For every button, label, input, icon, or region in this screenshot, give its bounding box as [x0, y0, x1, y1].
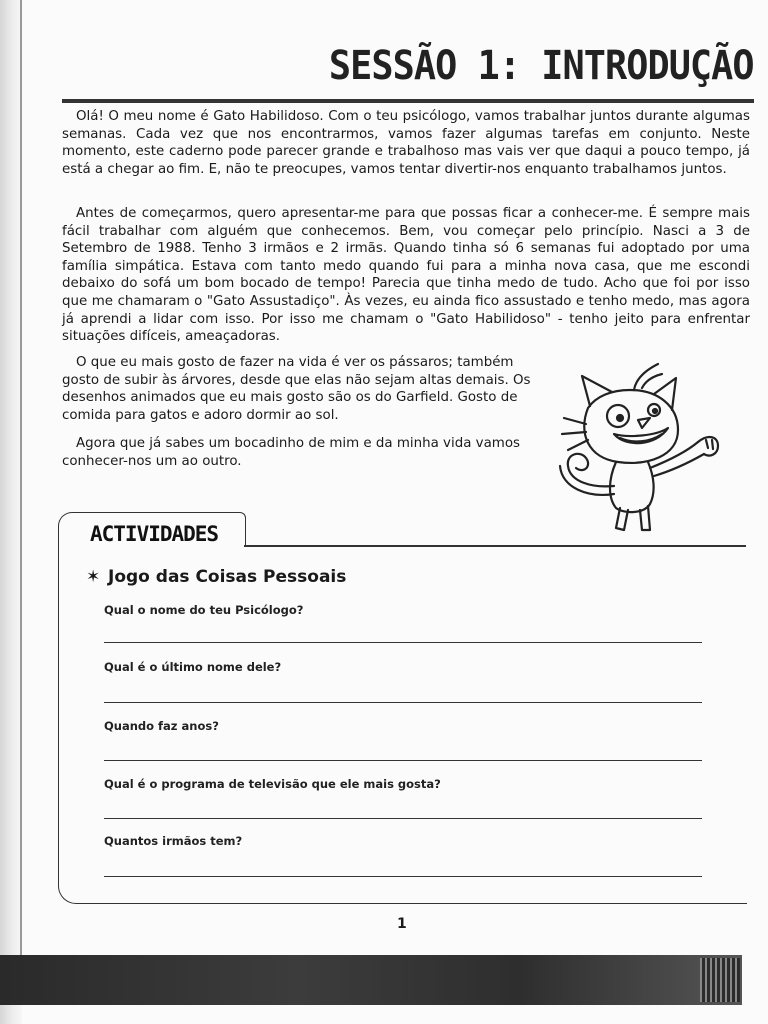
intro-paragraph-2: Antes de começarmos, quero apresentar-me para que possas ficar a conhecer-me. É sempre mais fácil trabalhar com alguém que conhecemos. Bem, vou começar pelo princípio. Nasci a 3 de Setembro de 1988. Tenho 3 irmãos e 2 irmãs. Quando tinha só 6 semanas fui adoptado por uma família simpática. Estava com tanto medo quando fui para a minha nova casa, que me escondi debaixo do sofá um bom bocado de tempo! Parecia que tinha medo de tudo. Acho que foi por isso que me chamaram o "Gato Assustadiço". Às vezes, eu ainda fico assustado e tenho medo, mas agora já aprendi a lidar com isso. Por isso me chamam o "Gato Habilidoso" - tenho jeito para enfrentar situações difíceis, ameaçadoras. [62, 206, 750, 345]
question-birthday: Quando faz anos? [104, 719, 219, 733]
cat-mascot-illustration [558, 358, 728, 538]
question-psychologist-name: Qual o nome do teu Psicólogo? [104, 603, 304, 617]
answer-line-5[interactable] [104, 876, 702, 877]
game-title [86, 567, 346, 587]
answer-line-3[interactable] [104, 760, 702, 761]
intro-paragraph-3: O que eu mais gosto de fazer na vida é ver os pássaros; também gosto de subir às árvores, desde que elas não sejam altas demais. Os desenhos animados que eu mais gosto são os do Garfield. Gosto de comida para gatos e adoro dormir ao sol. [62, 355, 531, 423]
intro-paragraph-1: Olá! O meu nome é Gato Habilidoso. Com o teu psicólogo, vamos trabalhar juntos durante algumas semanas. Cada vez que nos encontrarmos, vamos fazer algumas tarefas em conjunto. Neste momento, este caderno pode parecer grande e trabalhoso mas vais ver que daqui a pouco tempo, já está a chegar ao fim. E, não te preocupes, vamos tentar divertir-nos enquanto trabalhamos juntos. [62, 109, 750, 177]
answer-line-1[interactable] [104, 642, 702, 643]
session-title: SESSÃO 1: INTRODUÇÃO [329, 43, 754, 89]
question-last-name: Qual é o último nome dele? [104, 660, 282, 674]
scan-edge-stripes [700, 958, 740, 1002]
question-siblings: Quantos irmãos tem? [104, 834, 243, 848]
scan-bottom-band [0, 955, 742, 1005]
answer-line-4[interactable] [104, 818, 702, 819]
binding-line [20, 0, 22, 955]
activities-heading: ACTIVIDADES [90, 522, 219, 546]
question-tv-program: Qual é o programa de televisão que ele mais gosta? [104, 777, 441, 791]
intro-paragraph-4: Agora que já sabes um bocadinho de mim e da minha vida vamos conhecer-nos um ao outro. [62, 436, 520, 469]
game-title-label: Jogo das Coisas Pessoais [108, 567, 347, 587]
binding-edge [0, 0, 22, 1024]
star-icon: ✶ [86, 567, 101, 587]
answer-line-2[interactable] [104, 702, 702, 703]
title-rule [62, 99, 754, 103]
page-number: 1 [397, 916, 407, 932]
